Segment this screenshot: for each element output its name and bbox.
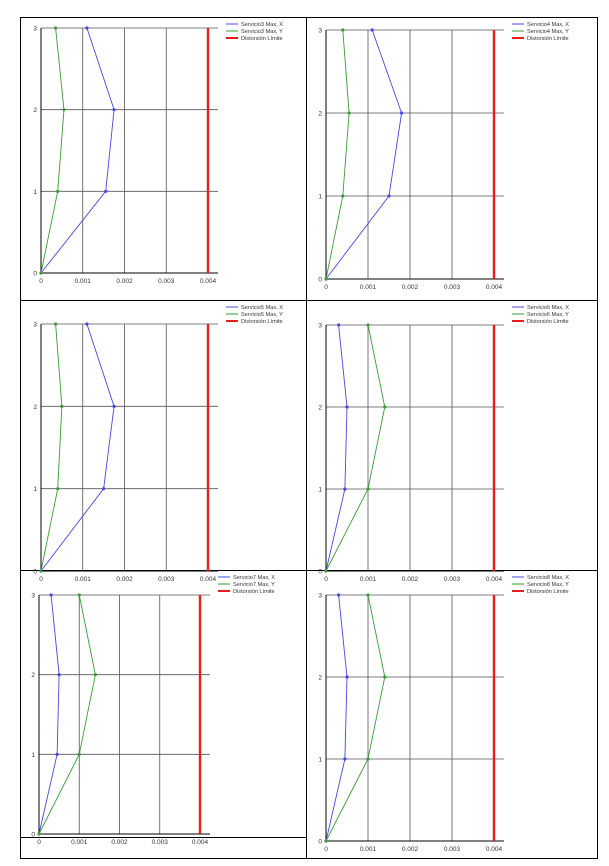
series-1-point-1 xyxy=(341,194,344,197)
y-tick-label-1: 1 xyxy=(318,756,322,764)
series-0-point-2 xyxy=(345,675,348,678)
legend-label-2: Distorsión Límite xyxy=(527,589,569,595)
drift-chart-6 xyxy=(307,568,597,858)
x-tick-label-2: 0.002 xyxy=(116,278,133,285)
chart-cell-1 xyxy=(21,18,306,300)
legend-label-2: Distorsión Límite xyxy=(527,319,569,325)
x-tick-label-3: 0.003 xyxy=(158,278,175,285)
series-0-line xyxy=(41,324,114,571)
x-tick-label-3: 0.003 xyxy=(151,839,168,846)
x-tick-label-4: 0.004 xyxy=(485,576,503,583)
series-0-point-2 xyxy=(58,673,61,676)
x-tick-label-3: 0.003 xyxy=(443,284,461,291)
series-1-point-2 xyxy=(62,108,65,111)
series-0-point-1 xyxy=(387,194,390,197)
series-1-point-2 xyxy=(94,673,97,676)
series-0-point-2 xyxy=(112,108,115,111)
legend-label-0: Servicio6 Max, X xyxy=(527,305,569,311)
legend-label-0: Servicio5 Max, X xyxy=(241,305,283,311)
chart-cell-2 xyxy=(307,18,597,300)
series-0-line xyxy=(326,30,402,279)
series-0-line xyxy=(41,28,114,273)
series-0-line xyxy=(326,595,347,841)
legend-label-0: Servicio4 Max, X xyxy=(527,22,569,28)
x-tick-label-0: 0 xyxy=(37,839,41,846)
y-tick-label-0: 0 xyxy=(318,838,322,846)
series-1-point-3 xyxy=(54,322,57,325)
series-0-point-1 xyxy=(104,190,107,193)
table-border-bottom xyxy=(20,858,598,859)
series-0-point-1 xyxy=(102,487,105,490)
x-tick-label-3: 0.003 xyxy=(443,576,461,583)
series-1-point-1 xyxy=(78,753,81,756)
y-tick-label-0: 0 xyxy=(318,276,322,284)
x-tick-label-2: 0.002 xyxy=(401,284,419,291)
x-tick-label-0: 0 xyxy=(39,576,43,583)
y-tick-label-2: 2 xyxy=(318,404,322,412)
legend-label-2: Distorsión Límite xyxy=(241,36,283,42)
x-tick-label-4: 0.004 xyxy=(191,839,209,846)
drift-chart-5 xyxy=(21,568,306,846)
x-tick-label-1: 0.001 xyxy=(359,284,377,291)
y-tick-label-2: 2 xyxy=(31,672,35,680)
series-1-point-2 xyxy=(383,405,386,408)
y-tick-label-2: 2 xyxy=(318,110,322,118)
series-1-point-3 xyxy=(78,593,81,596)
y-tick-label-0: 0 xyxy=(33,270,37,278)
series-0-point-1 xyxy=(343,487,346,490)
x-tick-label-4: 0.004 xyxy=(485,284,503,291)
series-0-point-2 xyxy=(112,405,115,408)
chart-cell-6 xyxy=(307,568,597,858)
x-tick-label-3: 0.003 xyxy=(158,576,175,583)
y-tick-label-1: 1 xyxy=(33,188,37,196)
legend-label-0: Servicio8 Max, X xyxy=(527,575,569,581)
series-1-point-0 xyxy=(324,839,327,842)
series-1-point-0 xyxy=(324,277,327,280)
legend-label-2: Distorsión Límite xyxy=(233,589,275,595)
series-1-line xyxy=(41,324,62,571)
series-0-point-2 xyxy=(400,111,403,114)
series-0-point-3 xyxy=(371,28,374,31)
y-tick-label-2: 2 xyxy=(33,107,37,115)
x-tick-label-2: 0.002 xyxy=(116,576,133,583)
y-tick-label-1: 1 xyxy=(318,193,322,201)
y-tick-label-1: 1 xyxy=(318,486,322,494)
x-tick-label-2: 0.002 xyxy=(401,576,419,583)
series-1-point-3 xyxy=(341,28,344,31)
legend-label-0: Servicio3 Max, X xyxy=(241,22,283,28)
series-1-point-0 xyxy=(37,832,40,835)
y-tick-label-1: 1 xyxy=(33,486,37,494)
x-tick-label-4: 0.004 xyxy=(199,278,217,285)
x-tick-label-4: 0.004 xyxy=(485,846,503,853)
x-tick-label-0: 0 xyxy=(324,284,328,291)
x-tick-label-0: 0 xyxy=(39,278,43,285)
x-tick-label-3: 0.003 xyxy=(443,846,461,853)
series-0-point-3 xyxy=(337,593,340,596)
legend-label-1: Servicio4 Max, Y xyxy=(527,29,569,35)
series-1-line xyxy=(41,28,64,273)
series-0-line xyxy=(326,325,347,571)
series-0-point-3 xyxy=(337,323,340,326)
legend-label-1: Servicio7 Max, Y xyxy=(233,582,275,588)
x-tick-label-1: 0.001 xyxy=(359,576,377,583)
y-tick-label-3: 3 xyxy=(318,27,322,35)
legend-label-2: Distorsión Límite xyxy=(527,36,569,42)
y-tick-label-2: 2 xyxy=(318,674,322,682)
x-tick-label-2: 0.002 xyxy=(401,846,419,853)
series-1-point-1 xyxy=(56,487,59,490)
series-0-point-3 xyxy=(49,593,52,596)
x-tick-label-1: 0.001 xyxy=(74,576,91,583)
series-1-point-2 xyxy=(60,405,63,408)
y-tick-label-3: 3 xyxy=(318,592,322,600)
drift-chart-2 xyxy=(307,18,597,300)
series-0-point-1 xyxy=(343,757,346,760)
series-1-point-3 xyxy=(54,26,57,29)
x-tick-label-1: 0.001 xyxy=(359,846,377,853)
x-tick-label-1: 0.001 xyxy=(74,278,91,285)
y-tick-label-1: 1 xyxy=(31,751,35,759)
series-1-point-2 xyxy=(348,111,351,114)
series-0-point-2 xyxy=(345,405,348,408)
series-1-point-1 xyxy=(366,757,369,760)
x-tick-label-0: 0 xyxy=(324,576,328,583)
y-tick-label-3: 3 xyxy=(31,592,35,600)
series-0-point-3 xyxy=(85,322,88,325)
table-divider-footer xyxy=(20,837,307,838)
legend-label-0: Servicio7 Max, X xyxy=(233,575,275,581)
y-tick-label-0: 0 xyxy=(318,568,322,576)
series-1-point-1 xyxy=(366,487,369,490)
series-1-point-1 xyxy=(56,190,59,193)
table-border-right xyxy=(597,17,598,859)
series-0-point-3 xyxy=(85,26,88,29)
chart-grid-table xyxy=(20,17,598,859)
y-tick-label-2: 2 xyxy=(33,403,37,411)
chart-cell-5 xyxy=(21,568,306,846)
x-tick-label-2: 0.002 xyxy=(111,839,128,846)
legend-label-1: Servicio8 Max, Y xyxy=(527,582,569,588)
series-1-line xyxy=(326,30,349,279)
legend-label-1: Servicio5 Max, Y xyxy=(241,312,283,318)
y-tick-label-3: 3 xyxy=(33,25,37,33)
y-tick-label-3: 3 xyxy=(33,321,37,329)
x-tick-label-1: 0.001 xyxy=(71,839,88,846)
x-tick-label-0: 0 xyxy=(324,846,328,853)
legend-label-1: Servicio3 Max, Y xyxy=(241,29,283,35)
series-1-point-2 xyxy=(383,675,386,678)
series-0-point-1 xyxy=(56,753,59,756)
series-1-point-0 xyxy=(39,271,42,274)
legend-label-2: Distorsión Límite xyxy=(241,319,283,325)
y-tick-label-3: 3 xyxy=(318,322,322,330)
y-tick-label-0: 0 xyxy=(33,568,37,576)
legend-label-1: Servicio6 Max, Y xyxy=(527,312,569,318)
series-1-point-3 xyxy=(366,323,369,326)
y-tick-label-0: 0 xyxy=(31,831,35,839)
drift-chart-1 xyxy=(21,18,306,300)
x-tick-label-4: 0.004 xyxy=(199,576,217,583)
series-1-point-3 xyxy=(366,593,369,596)
series-0-line xyxy=(39,595,59,834)
